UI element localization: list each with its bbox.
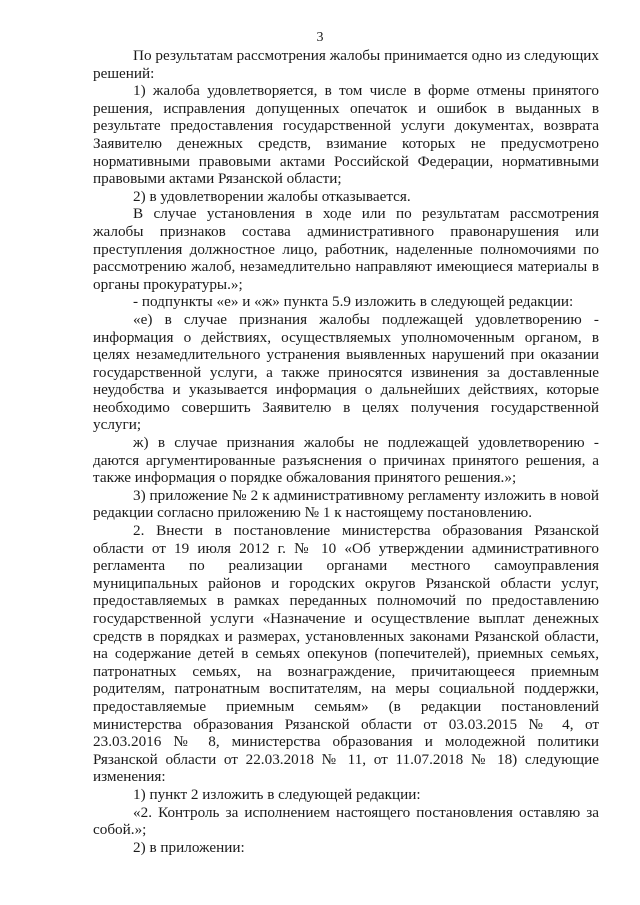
- paragraph-decision-1: 1) жалоба удовлетворяется, в том числе в форме отмены принятого решения, исправления допущенных опечаток и ошибок в выданных в результате предоставления государственной услуги документах, возврата Заявителю денежных средств, взимание которых не предусмотрено нормативными правовыми актами Российской Федерации, нормативными правовыми актами Рязанской области;: [93, 82, 599, 188]
- paragraph-in-appendix: 2) в приложении:: [133, 838, 245, 856]
- paragraph-appendix-2: 3) приложение № 2 к административному регламенту изложить в новой редакции согласно приложению № 1 к настоящему постановлению.: [93, 486, 599, 522]
- paragraph-item-zh: ж) в случае признания жалобы не подлежащей удовлетворению - даются аргументированные разъяснения о причинах принятого решения, а также информация о порядке обжалования принятого решения.»;: [93, 434, 599, 487]
- page-number: 3: [316, 30, 324, 45]
- paragraph-intro: По результатам рассмотрения жалобы принимается одно из следующих решений:: [93, 47, 599, 82]
- paragraph-decision-2: 2) в удовлетворении жалобы отказывается.: [133, 187, 411, 205]
- paragraph-subitems: - подпункты «е» и «ж» пункта 5.9 изложить в следующей редакции:: [133, 293, 574, 311]
- paragraph-violation: В случае установления в ходе или по результатам рассмотрения жалобы признаков состава административного правонарушения или преступления должностное лицо, работник, наделенные полномочиями по рассмотрению жалоб, незамедлительно направляют имеющиеся материалы в органы прокуратуры.»;: [93, 205, 599, 293]
- paragraph-item-e: «е) в случае признания жалобы подлежащей удовлетворению - информация о действиях, осуществляемых уполномоченным органом, в целях незамедлительного устранения выявленных нарушений при оказании государственной услуги, а также приносятся извинения за доставленные неудобства и указывается информация о дальнейших действиях, которые необходимо совершить Заявителю в целях получения государственной услуги;: [93, 310, 599, 434]
- paragraph-control: «2. Контроль за исполнением настоящего постановления оставляю за собой.»;: [93, 803, 599, 839]
- document-body: [93, 47, 599, 856]
- paragraph-point-2: 1) пункт 2 изложить в следующей редакции:: [133, 785, 421, 803]
- paragraph-amendment-2: 2. Внести в постановление министерства образования Рязанской области от 19 июля 2012 г. № 10 «Об утверждении административного регламента по реализации органами местного самоуправления муниципальных районов и городских округов Рязанской области услуг, предоставляемых в рамках переданных полномочий по предоставлению государственной услуги «Назначение и осуществление выплат денежных средств в порядках и размерах, установленных законами Рязанской области, на содержание детей в семьях опекунов (попечителей), приемных семьях, патронатных семьях, на вознаграждение, причитающееся приемным родителям, патронатным воспитателям, на меры социальной поддержки, предоставляемые приемным семьям» (в редакции постановлений министерства образования Рязанской области от 03.03.2015 № 4, от 23.03.2016 № 8, министерства образования и молодежной политики Рязанской области от 22.03.2018 № 11, от 11.07.2018 № 18) следующие изменения:: [93, 522, 599, 786]
